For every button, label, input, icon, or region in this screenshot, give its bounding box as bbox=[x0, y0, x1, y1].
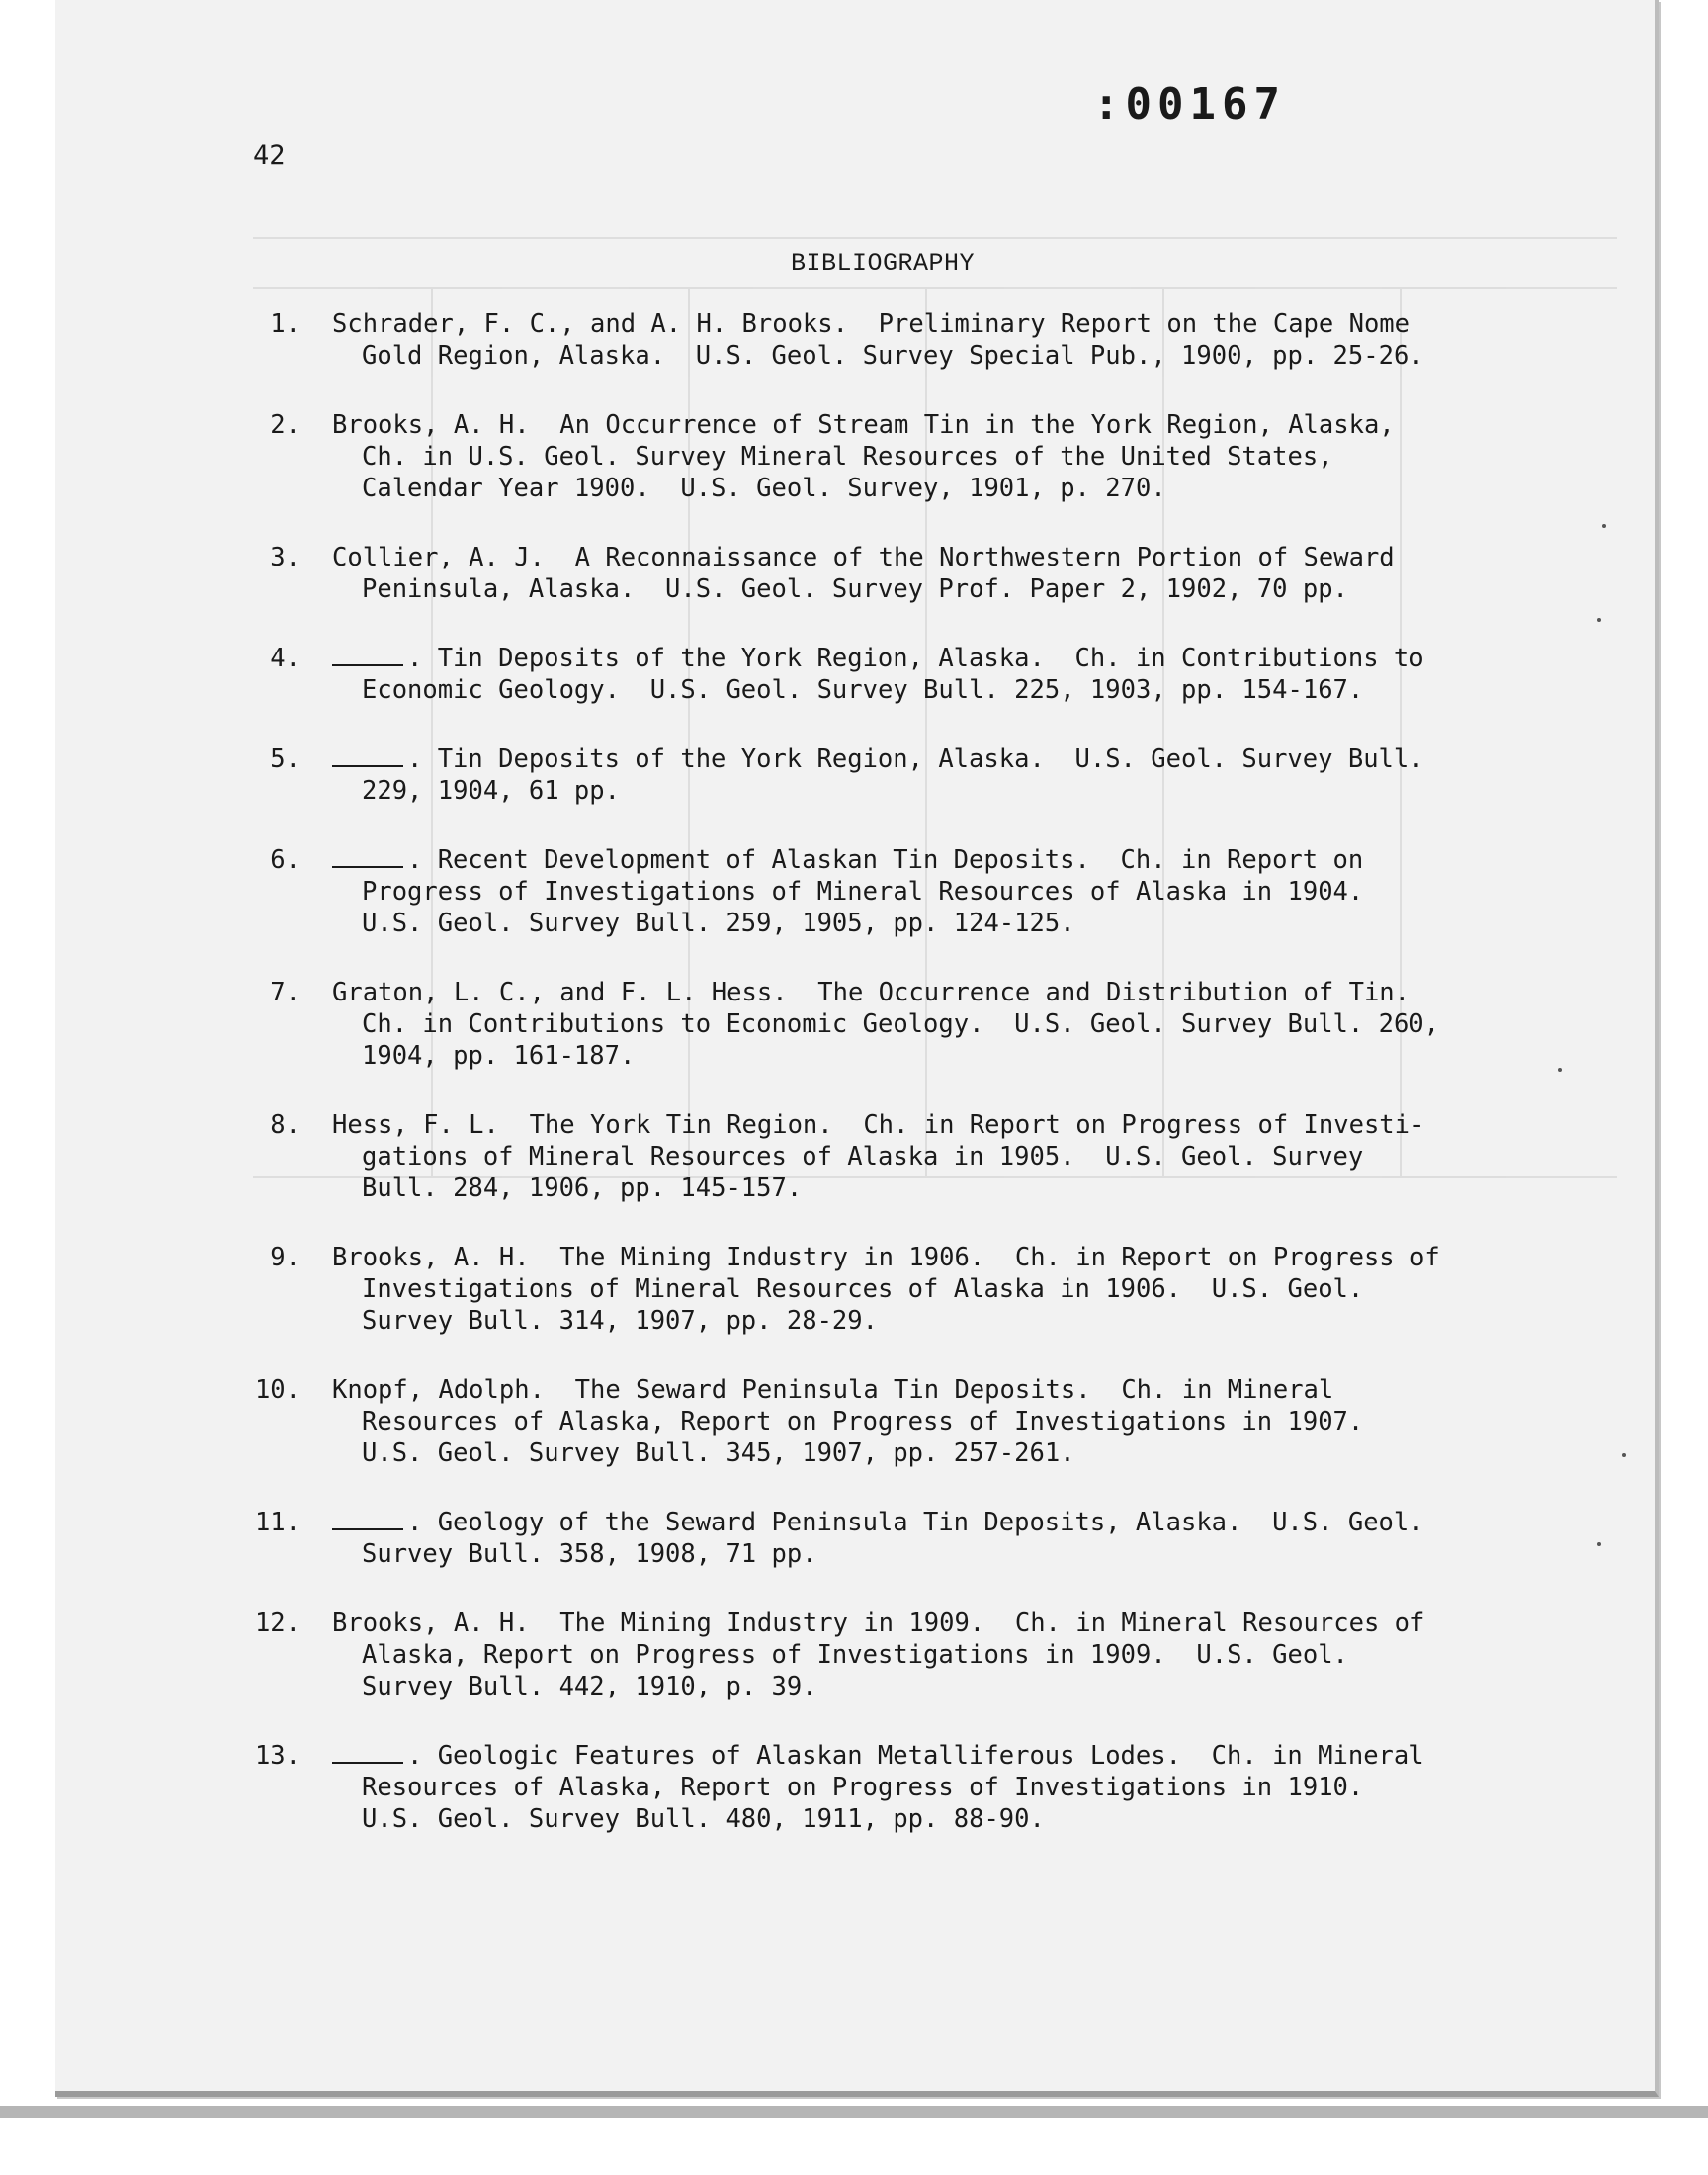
entry-line: Schrader, F. C., and A. H. Brooks. Preliminary Report on the Cape Nome bbox=[332, 309, 1410, 339]
entry-line: Graton, L. C., and F. L. Hess. The Occurrence and Distribution of Tin. bbox=[332, 978, 1410, 1007]
entry-line bbox=[332, 643, 1558, 674]
entry-line-text: . Recent Development of Alaskan Tin Deposits. Ch. in Report on bbox=[407, 845, 1364, 875]
ditto-author-rule bbox=[332, 1507, 403, 1530]
entry-line: Collier, A. J. A Reconnaissance of the Northwestern Portion of Seward bbox=[332, 543, 1395, 572]
scan-edge-band bbox=[0, 2106, 1708, 2118]
entry-line: 229, 1904, 61 pp. bbox=[362, 776, 620, 806]
entry-line: 1904, pp. 161-187. bbox=[362, 1041, 636, 1071]
entry-number: 8. bbox=[270, 1110, 300, 1140]
entry-line-text: . Geologic Features of Alaskan Metalliferous Lodes. Ch. in Mineral bbox=[407, 1741, 1424, 1771]
entry-line: Economic Geology. U.S. Geol. Survey Bull. 225, 1903, pp. 154-167. bbox=[362, 675, 1364, 705]
entry-line-text: . Geology of the Seward Peninsula Tin Deposits, Alaska. U.S. Geol. bbox=[407, 1508, 1424, 1537]
entry-line: Survey Bull. 442, 1910, p. 39. bbox=[362, 1672, 817, 1701]
bibliography-entry bbox=[243, 844, 1558, 939]
entry-line: gations of Mineral Resources of Alaska in 1905. U.S. Geol. Survey bbox=[362, 1142, 1364, 1172]
entry-line: Resources of Alaska, Report on Progress of Investigations in 1910. bbox=[362, 1773, 1364, 1802]
entry-line: Investigations of Mineral Resources of Alaska in 1906. U.S. Geol. bbox=[362, 1274, 1364, 1304]
bibliography-entry bbox=[243, 1242, 1558, 1337]
ditto-author-rule bbox=[332, 1740, 403, 1764]
entry-line-text: . Tin Deposits of the York Region, Alaska. Ch. in Contributions to bbox=[407, 644, 1424, 673]
entry-number: 10. bbox=[254, 1375, 300, 1405]
bibliography-entry bbox=[243, 1740, 1558, 1835]
entry-line bbox=[332, 844, 1558, 876]
bibliography-entry bbox=[243, 1374, 1558, 1469]
entry-line: Alaska, Report on Progress of Investigations in 1909. U.S. Geol. bbox=[362, 1640, 1348, 1670]
entry-line: Brooks, A. H. The Mining Industry in 1909. Ch. in Mineral Resources of bbox=[332, 1609, 1425, 1638]
entry-line: Survey Bull. 358, 1908, 71 pp. bbox=[362, 1539, 817, 1569]
entry-number: 7. bbox=[270, 978, 300, 1007]
entry-line: Knopf, Adolph. The Seward Peninsula Tin Deposits. Ch. in Mineral bbox=[332, 1375, 1334, 1405]
entry-number: 12. bbox=[254, 1609, 300, 1638]
entry-line: U.S. Geol. Survey Bull. 345, 1907, pp. 257-261. bbox=[362, 1438, 1075, 1468]
bibliography-entry bbox=[243, 542, 1558, 605]
entry-number: 13. bbox=[254, 1741, 300, 1771]
entry-line: Brooks, A. H. The Mining Industry in 1906. Ch. in Report on Progress of bbox=[332, 1243, 1440, 1272]
page-number: 42 bbox=[253, 140, 286, 171]
entry-line: Peninsula, Alaska. U.S. Geol. Survey Prof. Paper 2, 1902, 70 pp. bbox=[362, 574, 1348, 604]
bibliography-entry bbox=[243, 977, 1558, 1072]
entry-line: Ch. in Contributions to Economic Geology. U.S. Geol. Survey Bull. 260, bbox=[362, 1009, 1440, 1039]
bibliography-entry bbox=[243, 1109, 1558, 1204]
entry-number: 9. bbox=[270, 1243, 300, 1272]
ditto-author-rule bbox=[332, 844, 403, 868]
entry-number: 4. bbox=[270, 644, 300, 673]
entry-number: 3. bbox=[270, 543, 300, 572]
entry-line-text: . Tin Deposits of the York Region, Alaska. U.S. Geol. Survey Bull. bbox=[407, 744, 1424, 774]
entry-number: 1. bbox=[270, 309, 300, 339]
entry-number: 6. bbox=[270, 845, 300, 875]
entry-line: Brooks, A. H. An Occurrence of Stream Tin in the York Region, Alaska, bbox=[332, 410, 1395, 440]
bibliography-entry bbox=[243, 308, 1558, 372]
entry-line: Bull. 284, 1906, pp. 145-157. bbox=[362, 1174, 803, 1203]
ditto-author-rule bbox=[332, 643, 403, 666]
bibliography-entry bbox=[243, 1507, 1558, 1570]
bibliography-entry bbox=[243, 643, 1558, 706]
entry-number: 2. bbox=[270, 410, 300, 440]
ditto-author-rule bbox=[332, 743, 403, 767]
entry-line: Resources of Alaska, Report on Progress of Investigations in 1907. bbox=[362, 1407, 1364, 1436]
bibliography-entry bbox=[243, 409, 1558, 504]
entry-line bbox=[332, 1740, 1558, 1772]
entry-number: 11. bbox=[254, 1508, 300, 1537]
entry-line: Survey Bull. 314, 1907, pp. 28-29. bbox=[362, 1306, 878, 1336]
document-stamp-number: :00167 bbox=[1093, 79, 1286, 130]
page-title: BIBLIOGRAPHY bbox=[791, 249, 976, 278]
document-page bbox=[55, 0, 1659, 2097]
bibliography-entry bbox=[243, 743, 1558, 807]
entry-line: Hess, F. L. The York Tin Region. Ch. in Report on Progress of Investi- bbox=[332, 1110, 1425, 1140]
entry-line: Progress of Investigations of Mineral Resources of Alaska in 1904. bbox=[362, 877, 1364, 907]
entry-line: U.S. Geol. Survey Bull. 480, 1911, pp. 88-90. bbox=[362, 1804, 1045, 1834]
entry-line bbox=[332, 743, 1558, 775]
entry-line: Ch. in U.S. Geol. Survey Mineral Resources of the United States, bbox=[362, 442, 1333, 472]
entry-line: U.S. Geol. Survey Bull. 259, 1905, pp. 124-125. bbox=[362, 909, 1075, 938]
entry-line: Gold Region, Alaska. U.S. Geol. Survey Special Pub., 1900, pp. 25-26. bbox=[362, 341, 1424, 371]
bibliography-entry bbox=[243, 1608, 1558, 1702]
bibliography-list bbox=[243, 308, 1558, 1872]
entry-line: Calendar Year 1900. U.S. Geol. Survey, 1901, p. 270. bbox=[362, 474, 1166, 503]
entry-line bbox=[332, 1507, 1558, 1538]
entry-number: 5. bbox=[270, 744, 300, 774]
